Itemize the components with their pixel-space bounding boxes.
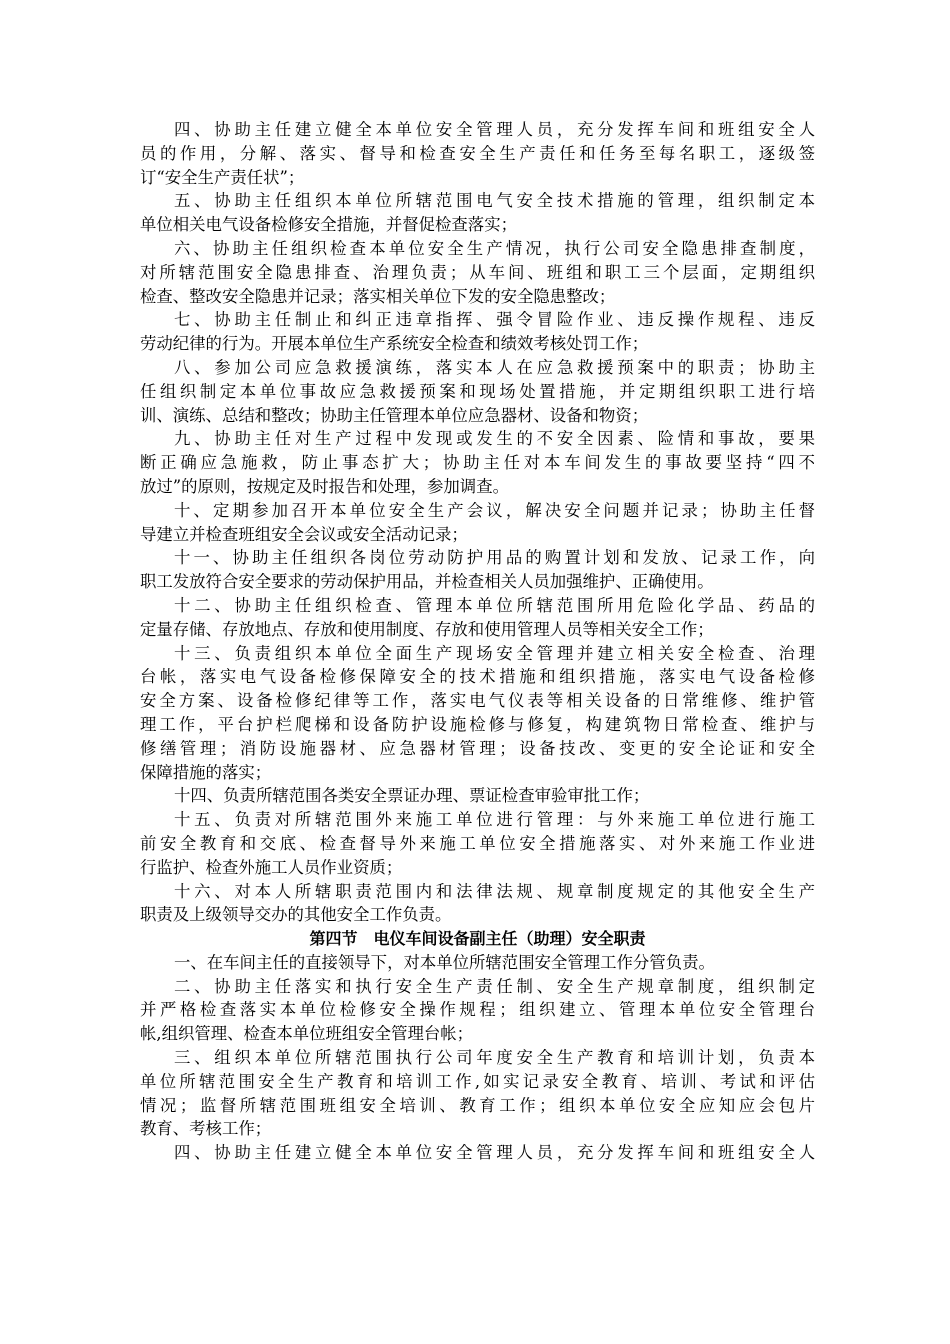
text-line: 十六、对本人所辖职责范围内和法律法规、规章制度规定的其他安全生产 xyxy=(174,881,815,901)
text-line: 修缮管理；消防设施器材、应急器材管理；设备技改、变更的安全论证和安全 xyxy=(140,738,815,758)
text-line: 对所辖范围安全隐患排查、治理负责；从车间、班组和职工三个层面，定期组织 xyxy=(140,262,815,282)
text-line: 安全方案、设备检修纪律等工作，落实电气仪表等相关设备的日常维修、维护管 xyxy=(140,691,815,711)
text-line: 订“安全生产责任状”； xyxy=(140,167,305,187)
text-line: 定量存储、存放地点、存放和使用制度、存放和使用管理人员等相关安全工作； xyxy=(140,619,714,639)
document-page xyxy=(140,118,815,1165)
text-line: 职工发放符合安全要求的劳动保护用品，并检查相关人员加强维护、正确使用。 xyxy=(140,572,714,592)
text-line: 十四、负责所辖范围各类安全票证办理、票证检查审验审批工作； xyxy=(174,786,650,806)
text-line: 台帐，落实电气设备检修保障安全的技术措施和组织措施，落实电气设备检修 xyxy=(140,667,815,687)
body-text-part1 xyxy=(140,118,815,927)
text-line: 劳动纪律的行为。开展本单位生产系统安全检查和绩效考核处罚工作； xyxy=(140,334,649,354)
text-line: 单位相关电气设备检修安全措施，并督促检查落实； xyxy=(140,215,517,235)
text-line: 十一、协助主任组织各岗位劳动防护用品的购置计划和发放、记录工作，向 xyxy=(174,548,815,568)
text-line: 单位所辖范围安全生产教育和培训工作,如实记录安全教育、培训、考试和评估 xyxy=(140,1071,815,1091)
text-line: 员的作用，分解、落实、督导和检查安全生产责任和任务至每名职工，逐级签 xyxy=(140,143,815,163)
text-line: 十二、协助主任组织检查、管理本单位所辖范围所用危险化学品、药品的 xyxy=(174,595,815,615)
text-line: 职责及上级领导交办的其他安全工作负责。 xyxy=(140,905,452,925)
text-line: 十五、负责对所辖范围外来施工单位进行管理：与外来施工单位进行施工 xyxy=(174,810,815,830)
text-line: 四、协助主任建立健全本单位安全管理人员，充分发挥车间和班组安全人 xyxy=(174,120,815,139)
text-line: 并严格检查落实本单位检修安全操作规程；组织建立、管理本单位安全管理台 xyxy=(140,1000,815,1020)
text-line: 三、组织本单位所辖范围执行公司年度安全生产教育和培训计划，负责本 xyxy=(174,1048,815,1068)
section-heading: 第四节 电仪车间设备副主任（助理）安全职责 xyxy=(309,929,646,949)
text-line: 保障措施的落实； xyxy=(140,762,272,782)
text-line: 八、参加公司应急救援演练，落实本人在应急救援预案中的职责；协助主 xyxy=(174,357,815,377)
text-line: 行监护、检查外施工人员作业资质； xyxy=(140,857,403,877)
text-line: 断正确应急施救，防止事态扩大；协助主任对本车间发生的事故要坚持“四不 xyxy=(140,453,815,473)
text-line: 理工作，平台护栏爬梯和设备防护设施检修与修复，构建筑物日常检查、维护与 xyxy=(140,714,815,734)
body-text-part2 xyxy=(140,951,815,1165)
text-line: 十、定期参加召开本单位安全生产会议，解决安全问题并记录；协助主任督 xyxy=(174,500,815,520)
text-line: 情况；监督所辖范围班组安全培训、教育工作；组织本单位安全应知应会包片 xyxy=(140,1095,815,1115)
text-line: 任组织制定本单位事故应急救援预案和现场处置措施，并定期组织职工进行培 xyxy=(140,381,815,401)
text-line: 导建立并检查班组安全会议或安全活动记录； xyxy=(140,524,468,544)
text-line: 前安全教育和交底、检查督导外来施工单位安全措施落实、对外来施工作业进 xyxy=(140,833,815,853)
text-line: 十三、负责组织本单位全面生产现场安全管理并建立相关安全检查、治理 xyxy=(174,643,815,663)
text-line: 帐,组织管理、检查本单位班组安全管理台帐； xyxy=(140,1024,474,1044)
text-line: 训、演练、总结和整改；协助主任管理本单位应急器材、设备和物资； xyxy=(140,405,649,425)
text-line: 五、协助主任组织本单位所辖范围电气安全技术措施的管理，组织制定本 xyxy=(174,191,815,211)
text-line: 六、协助主任组织检查本单位安全生产情况，执行公司安全隐患排查制度， xyxy=(174,238,815,258)
text-line: 教育、考核工作； xyxy=(140,1119,272,1139)
text-line: 二、协助主任落实和执行安全生产责任制、安全生产规章制度，组织制定 xyxy=(174,976,815,996)
text-line: 一、在车间主任的直接领导下，对本单位所辖范围安全管理工作分管负责。 xyxy=(174,952,715,972)
text-line: 七、协助主任制止和纠正违章指挥、强令冒险作业、违反操作规程、违反 xyxy=(174,310,815,330)
text-line: 放过”的原则，按规定及时报告和处理，参加调查。 xyxy=(140,476,509,496)
text-line: 九、协助主任对生产过程中发现或发生的不安全因素、险情和事故，要果 xyxy=(174,429,815,449)
text-line: 检查、整改安全隐患并记录；落实相关单位下发的安全隐患整改； xyxy=(140,286,616,306)
text-line: 四、协助主任建立健全本单位安全管理人员，充分发挥车间和班组安全人 xyxy=(174,1143,815,1163)
